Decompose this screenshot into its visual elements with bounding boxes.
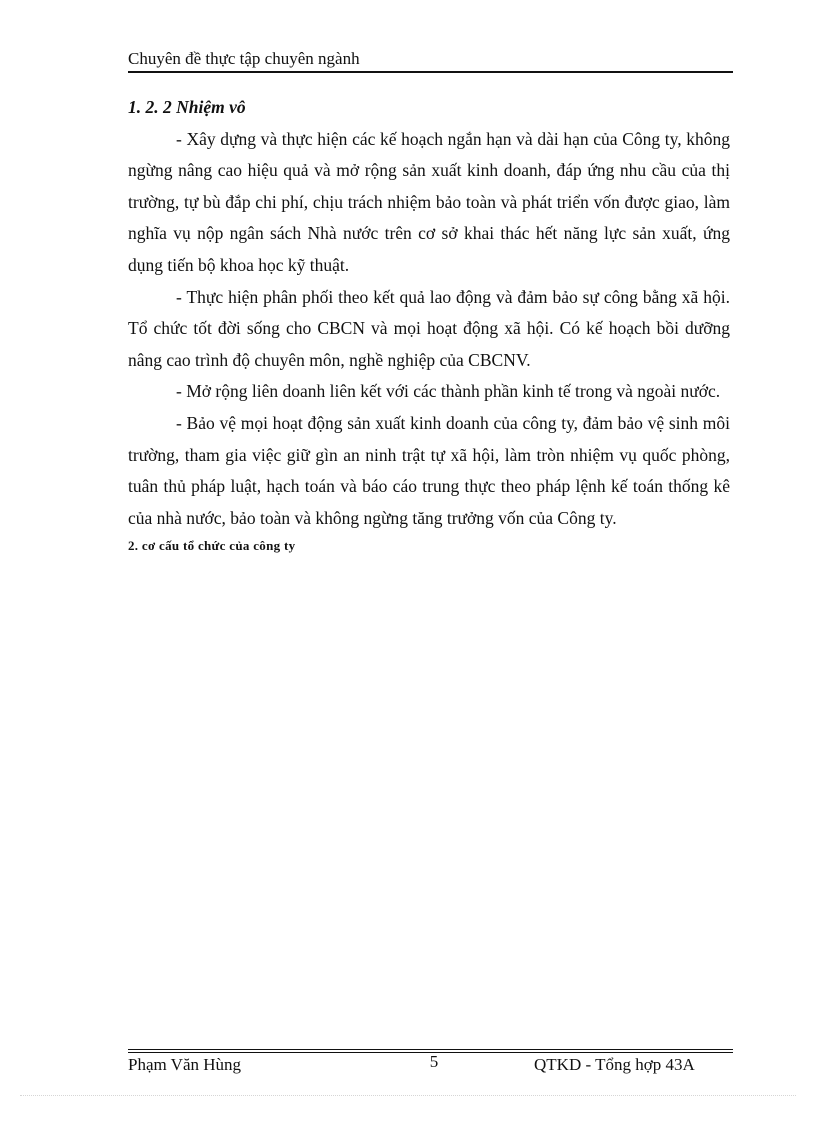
footer-author: Phạm Văn Hùng	[128, 1055, 242, 1074]
page-bottom-edge	[20, 1095, 796, 1096]
section-heading: 1. 2. 2 Nhiệm vô	[128, 97, 246, 117]
paragraph-3: - Mở rộng liên doanh liên kết với các thành phần kinh tế trong và ngoài nước.	[176, 381, 721, 402]
header-divider	[128, 71, 733, 73]
section-subheading: 2. cơ cấu tổ chức của công ty	[128, 538, 296, 554]
document-body	[128, 92, 730, 558]
footer-page-number: 5	[429, 1052, 439, 1071]
paragraph-2: - Thực hiện phân phối theo kết quả lao động và đảm bảo sự công bằng xã hội. Tổ chức tốt đời sống cho CBCN và mọi hoạt động xã hội. Có kế hoạch bồi dưỡng nâng cao trình độ chuyên môn, nghề nghiệp của CBCNV.	[128, 286, 730, 370]
paragraph-1: - Xây dựng và thực hiện các kế hoạch ngắn hạn và dài hạn của Công ty, không ngừng nâng cao hiệu quả và mở rộng sản xuất kinh doanh, đáp ứng nhu cầu của thị trường, tự bù đắp chi phí, chịu trách nhiệm bảo toàn và phát triển vốn được giao, làm nghĩa vụ nộp ngân sách Nhà nước trên cơ sở khai thác hết năng lực sản xuất, ứng dụng tiến bộ khoa học kỹ thuật.	[128, 128, 730, 275]
footer-class-info: QTKD - Tổng hợp 43A	[534, 1055, 695, 1074]
paragraph-4: - Bảo vệ mọi hoạt động sản xuất kinh doanh của công ty, đảm bảo vệ sinh môi trường, tham gia việc giữ gìn an ninh trật tự xã hội, làm tròn nhiệm vụ quốc phòng, tuân thủ pháp luật, hạch toán và báo cáo trung thực theo pháp lệnh kế toán thống kê của nhà nước, bảo toàn và không ngừng tăng trưởng vốn của Công ty.	[128, 412, 730, 528]
page-header-title: Chuyên đề thực tập chuyên ngành	[128, 49, 360, 68]
footer-divider-top	[128, 1049, 733, 1050]
